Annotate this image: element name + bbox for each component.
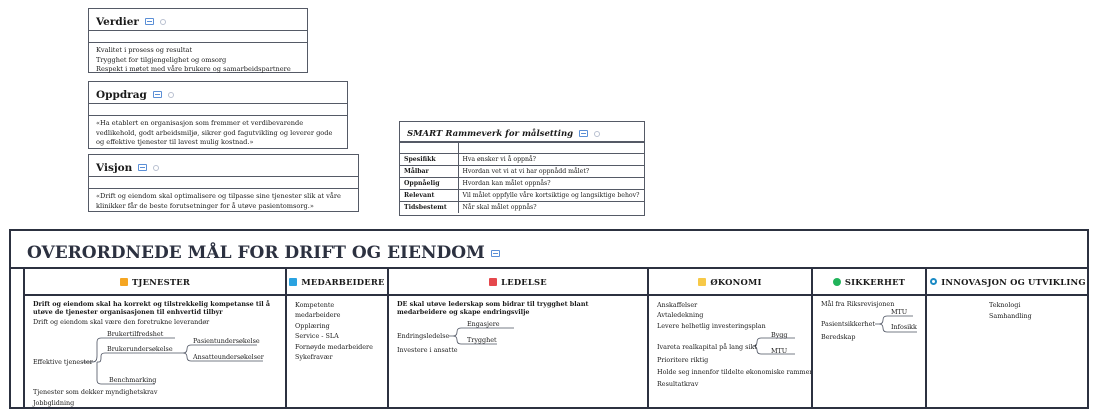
smart-key: Spesifikk	[400, 154, 458, 166]
oppdrag-text: «Ha etablert en organisasjon som fremmer et verdibevarende vedlikehold, godt arbeidsmiljø, sikrer god fagutvikling og leverer gode og effektive tjenester til lavest mulig kostnad.»	[96, 119, 333, 146]
list-item: Avtaledekning	[657, 311, 704, 320]
list-item: Service - SLA	[295, 332, 339, 341]
list-item: Holde seg innenfor tildelte økonomiske rammer	[657, 368, 813, 376]
smart-value: Hvordan kan målet oppnås?	[458, 178, 644, 190]
list-item: Resultatkrav	[657, 380, 699, 388]
collapse-icon[interactable]	[160, 19, 166, 25]
medarbeidere-title: MEDARBEIDERE	[301, 276, 385, 287]
okonomi-title: ØKONOMI	[710, 276, 762, 287]
branch-node[interactable]: Effektive tjenester	[33, 358, 93, 366]
smart-key: Oppnåelig	[400, 178, 458, 190]
verdier-body	[89, 43, 307, 78]
column-innovasjon	[925, 269, 1089, 407]
collapse-icon[interactable]	[594, 131, 600, 137]
smart-key: Relevant	[400, 190, 458, 202]
column-ledelse	[387, 269, 647, 407]
list-item: Opplæring	[295, 321, 330, 330]
tjenester-line: Jobbglidning	[33, 399, 75, 407]
smart-row	[400, 190, 644, 202]
smart-row-empty	[400, 143, 644, 154]
verdier-item: Respekt i møtet med våre brukere og samarbeidspartnere	[96, 65, 291, 73]
list-item: Kompetente medarbeidere	[295, 301, 341, 320]
notes-icon[interactable]	[145, 18, 154, 25]
smart-row	[400, 178, 644, 190]
notes-icon[interactable]	[138, 164, 147, 171]
smart-title: SMART Rammeverk for målsetting	[407, 128, 574, 139]
branch-node[interactable]: Endringsledelse	[397, 332, 450, 340]
tjenester-title: TJENESTER	[131, 276, 191, 287]
verdier-header	[89, 9, 307, 31]
ledelse-body	[389, 296, 647, 376]
smart-table	[400, 142, 644, 213]
visjon-title: Visjon	[96, 161, 133, 174]
column-sikkerhet	[811, 269, 925, 407]
list-item: Samhandling	[989, 312, 1032, 320]
goals-columns	[11, 269, 1087, 407]
visjon-header	[89, 155, 358, 177]
tjenester-body	[25, 296, 285, 409]
list-item: Mål fra Riksrevisjonen	[821, 300, 895, 308]
list-item: Teknologi	[989, 301, 1021, 309]
oppdrag-title: Oppdrag	[96, 88, 147, 101]
notes-icon[interactable]	[579, 130, 588, 137]
verdier-item: Kvalitet i prosess og resultat	[96, 46, 193, 54]
oppdrag-spacer	[89, 104, 347, 116]
collapse-icon[interactable]	[168, 92, 174, 98]
okonomi-body	[649, 296, 811, 409]
smart-value: Vil målet oppfylle våre kortsiktige og langsiktige behov?	[458, 190, 644, 202]
visjon-spacer	[89, 177, 358, 189]
verdier-title: Verdier	[96, 15, 139, 28]
column-header-innovasjon[interactable]	[927, 269, 1089, 296]
tjenester-line: Drift og eiendom skal være den foretrukne leverandør	[33, 318, 210, 326]
branch-node[interactable]: Pasientundersøkelse	[193, 337, 260, 345]
branch-node[interactable]: Ivareta realkapital på lang sikt	[657, 343, 757, 351]
branch-node[interactable]: Trygghet	[467, 336, 497, 344]
list-item: Beredskap	[821, 333, 856, 341]
list-item: Anskaffelser	[657, 301, 698, 309]
list-item: Fornøyde medarbeidere	[295, 342, 373, 351]
notes-icon[interactable]	[491, 250, 500, 257]
branch-node[interactable]: Infosikk	[891, 323, 917, 331]
list-item: Levere helhetlig investeringsplan	[657, 321, 766, 330]
goals-board	[9, 229, 1089, 409]
column-header-ledelse[interactable]	[389, 269, 647, 296]
column-tjenester	[23, 269, 285, 407]
okonomi-branch-lines	[649, 296, 813, 409]
oppdrag-header	[89, 82, 347, 104]
verdier-item: Trygghet for tilgjengelighet og omsorg	[96, 55, 227, 64]
ledelse-line: Investere i ansatte	[397, 346, 458, 354]
column-okonomi	[647, 269, 811, 407]
innovasjon-body	[927, 296, 1089, 326]
tjenester-lead: Drift og eiendom skal ha korrekt og tilstrekkelig kompetanse til å utøve de tjenester organisasjonen til enhvertid tilbyr	[33, 300, 271, 316]
sikkerhet-title: SIKKERHET	[844, 276, 906, 287]
medarbeidere-icon	[289, 278, 297, 286]
branch-node[interactable]: Ansatteundersøkelser	[193, 353, 264, 361]
ledelse-title: LEDELSE	[501, 276, 547, 287]
column-medarbeidere	[285, 269, 387, 407]
list-item: Prioritere riktig	[657, 356, 709, 364]
smart-header	[400, 122, 644, 142]
branch-node[interactable]: Engasjere	[467, 320, 500, 328]
verdier-card	[88, 8, 308, 73]
branch-node[interactable]: Benchmarking	[109, 376, 157, 384]
column-header-okonomi[interactable]	[649, 269, 811, 296]
list-item: Sykefravær	[295, 353, 333, 362]
column-header-sikkerhet[interactable]	[813, 269, 925, 296]
notes-icon[interactable]	[153, 91, 162, 98]
smart-row	[400, 202, 644, 214]
medarbeidere-body	[287, 296, 387, 366]
smart-row	[400, 154, 644, 166]
branch-node[interactable]: Brukertilfredshet	[107, 330, 164, 338]
smart-key: Målbar	[400, 166, 458, 178]
smart-value: Hvordan vet vi at vi har oppnådd målet?	[458, 166, 644, 178]
column-header-tjenester[interactable]	[25, 269, 285, 296]
smart-value: Når skal målet oppnås?	[458, 202, 644, 214]
branch-node[interactable]: MTU	[891, 308, 908, 316]
smart-key: Tidsbestemt	[400, 202, 458, 214]
oppdrag-card	[88, 81, 348, 149]
smart-card	[399, 121, 645, 216]
branch-node[interactable]: Brukerundersøkelse	[107, 345, 173, 353]
visjon-text: «Drift og eiendom skal optimalisere og tilpasse sine tjenester slik at våre klinikker får de beste forutsetninger for å utøve pasientomsorg.»	[96, 192, 341, 210]
sikkerhet-icon	[833, 278, 841, 286]
visjon-card	[88, 154, 359, 212]
sikkerhet-body	[813, 296, 925, 376]
branch-node[interactable]: Bygg	[771, 331, 788, 339]
branch-node[interactable]: MTU	[771, 347, 788, 355]
tjenester-icon	[120, 278, 128, 286]
goals-title-bar	[11, 231, 1087, 269]
ledelse-icon	[489, 278, 497, 286]
okonomi-icon	[698, 278, 706, 286]
smart-value: Hva ønsker vi å oppnå?	[458, 154, 644, 166]
tjenester-line: Tjenester som dekker myndighetskrav	[33, 388, 158, 396]
goals-title: OVERORDNEDE MÅL FOR DRIFT OG EIENDOM	[27, 243, 485, 263]
innovasjon-title: INNOVASJON OG UTVIKLING	[941, 276, 1086, 287]
branch-node[interactable]: Pasientsikkerhet	[821, 320, 875, 328]
verdier-spacer	[89, 31, 307, 43]
smart-row	[400, 166, 644, 178]
collapse-icon[interactable]	[153, 165, 159, 171]
innovasjon-icon	[930, 278, 937, 285]
ledelse-lead: DE skal utøve lederskap som bidrar til trygghet blant medarbeidere og skape endringsvilje	[397, 300, 589, 316]
column-header-medarbeidere[interactable]	[287, 269, 387, 296]
